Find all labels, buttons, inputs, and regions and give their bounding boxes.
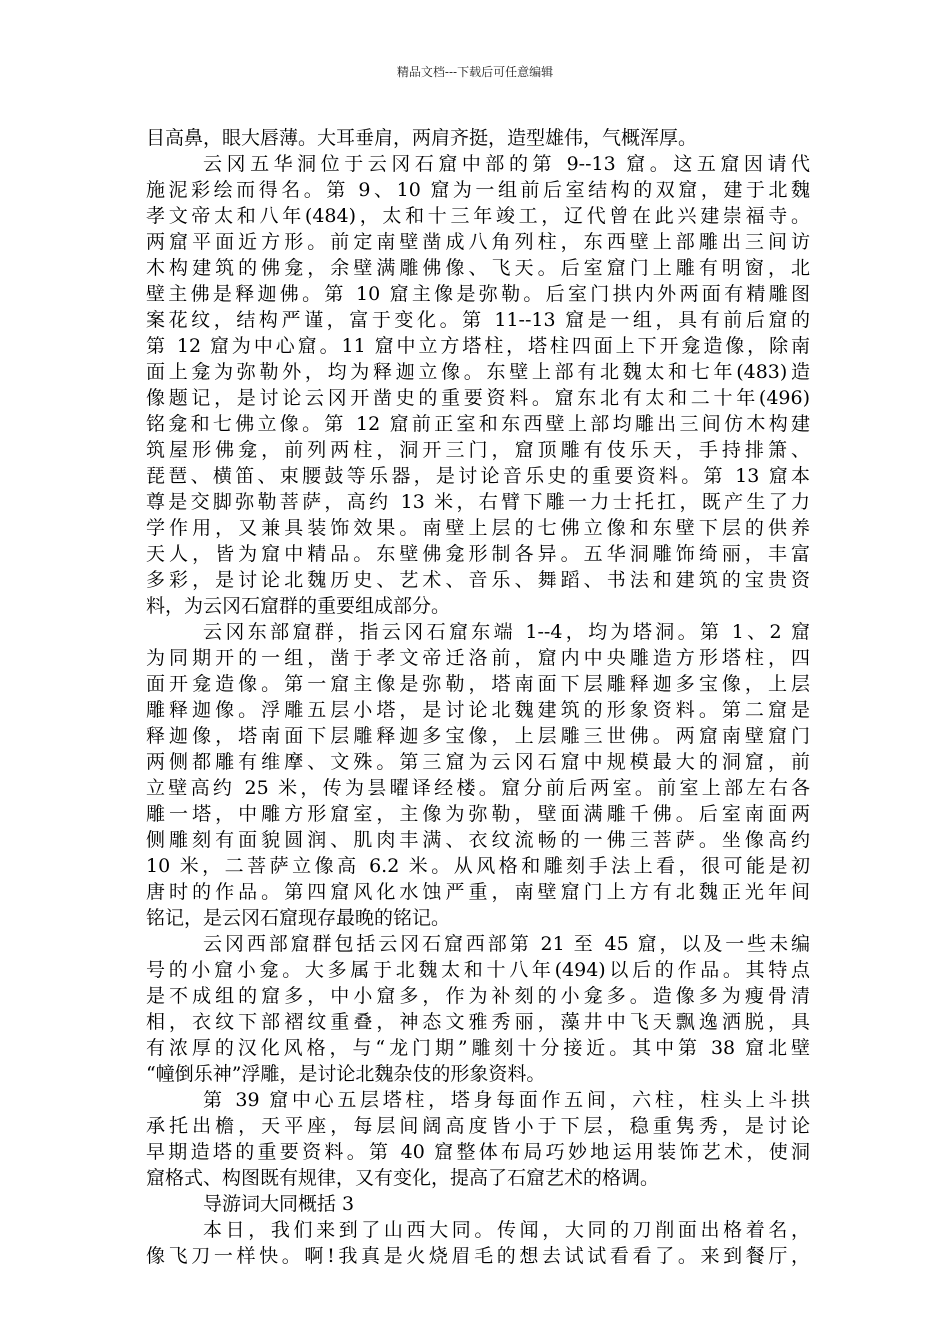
text-line: 唐时的作品。第四窟风化水蚀严重，南壁窟门上方有北魏正光年间 [146,881,810,903]
text-line: 有浓厚的汉化风格，与“龙门期”雕刻十分接近。其中第 38 窟北壁 [146,1037,810,1059]
text-line: 云冈五华洞位于云冈石窟中部的第 9--13 窟。这五窟因请代 [203,153,810,175]
text-line: 早期造塔的重要资料。第 40 窟整体布局巧妙地运用装饰艺术，使洞 [146,1141,810,1163]
text-line: 第 12 窟为中心窟。11 窟中立方塔柱，塔柱四面上下开龛造像，除南 [146,335,810,357]
text-line: 承托出檐，天平座，每层间阔高度皆小于下层，稳重隽秀，是讨论 [146,1115,810,1137]
text-line: 导游词大同概括 3 [203,1193,355,1215]
text-line: 天人，皆为窟中精品。东壁佛龛形制各异。五华洞雕饰绮丽，丰富 [146,543,810,565]
text-line: 像题记，是讨论云冈开凿史的重要资料。窟东北有太和二十年(496) [146,387,810,409]
text-line: 施泥彩绘而得名。第 9、10 窟为一组前后室结构的双窟，建于北魏 [146,179,810,201]
text-line: 云冈西部窟群包括云冈石窟西部第 21 至 45 窟，以及一些未编 [203,933,810,955]
text-line: 料，为云冈石窟群的重要组成部分。 [146,595,451,617]
text-line: 铭记，是云冈石窟现存最晚的铭记。 [146,907,451,929]
text-line: 是不成组的窟多，中小窟多，作为补刻的小龛多。造像多为瘦骨清 [146,985,810,1007]
text-line: 号的小窟小龛。大多属于北魏太和十八年(494)以后的作品。其特点 [146,959,810,981]
text-line: 面开龛造像。第一窟主像是弥勒，塔南面下层雕释迦多宝像，上层 [146,673,810,695]
text-line: 案花纹，结构严谨，富于变化。第 11--13 窟是一组，具有前后窟的 [146,309,810,331]
text-line: 云冈东部窟群，指云冈石窟东端 1--4，均为塔洞。第 1、2 窟 [203,621,810,643]
text-line: 筑屋形佛龛，前列两柱，洞开三门，窟顶雕有伎乐天，手持排箫、 [146,439,810,461]
text-line: “幢倒乐神”浮雕，是讨论北魏杂伎的形象资料。 [146,1063,546,1085]
text-line: 尊是交脚弥勒菩萨，高约 13 米，右臂下雕一力士托扛，既产生了力 [146,491,810,513]
text-line: 学作用，又兼具装饰效果。南壁上层的七佛立像和东壁下层的供养 [146,517,810,539]
text-line: 雕释迦像。浮雕五层小塔，是讨论北魏建筑的形象资料。第二窟是 [146,699,810,721]
text-line: 窟格式、构图既有规律，又有变化，提高了石窟艺术的格调。 [146,1167,660,1189]
text-line: 第 39 窟中心五层塔柱，塔身每面作五间，六柱，柱头上斗拱 [203,1089,810,1111]
text-line: 为同期开的一组，凿于孝文帝迁洛前，窟内中央雕造方形塔柱，四 [146,647,810,669]
text-line: 像飞刀一样快。啊!我真是火烧眉毛的想去试试看看了。来到餐厅， [146,1245,810,1267]
text-line: 琵琶、横笛、束腰鼓等乐器，是讨论音乐史的重要资料。第 13 窟本 [146,465,810,487]
text-line: 本日，我们来到了山西大同。传闻，大同的刀削面出格着名， [203,1219,810,1241]
text-line: 侧雕刻有面貌圆润、肌肉丰满、衣纹流畅的一佛三菩萨。坐像高约 [146,829,810,851]
text-line: 铭龛和七佛立像。第 12 窟前正室和东西壁上部均雕出三间仿木构建 [146,413,810,435]
text-line: 孝文帝太和八年(484)，太和十三年竣工，辽代曾在此兴建崇福寺。 [146,205,810,227]
document-body [146,125,810,1269]
text-line: 两窟平面近方形。前定南壁凿成八角列柱，东西壁上部雕出三间访 [146,231,810,253]
text-line: 相，衣纹下部褶纹重叠，神态文雅秀丽，藻井中飞天飘逸洒脱，具 [146,1011,810,1033]
text-line: 壁主佛是释迦佛。第 10 窟主像是弥勒。后室门拱内外两面有精雕图 [146,283,810,305]
text-line: 两侧都雕有维摩、文殊。第三窟为云冈石窟中规模最大的洞窟，前 [146,751,810,773]
text-line: 释迦像，塔南面下层雕释迦多宝像，上层雕三世佛。两窟南壁窟门 [146,725,810,747]
text-line: 立壁高约 25 米，传为昙曜译经楼。窟分前后两室。前室上部左右各 [146,777,810,799]
text-line: 多彩，是讨论北魏历史、艺术、音乐、舞蹈、书法和建筑的宝贵资 [146,569,810,591]
text-line: 目高鼻，眼大唇薄。大耳垂肩，两肩齐挺，造型雄伟，气概浑厚。 [146,127,698,149]
page-header: 精品文档---下载后可任意编辑 [396,65,554,79]
text-line: 10 米，二菩萨立像高 6.2 米。从风格和雕刻手法上看，很可能是初 [146,855,810,877]
text-line: 面上龛为弥勒外，均为释迦立像。东壁上部有北魏太和七年(483)造 [146,361,810,383]
text-line: 雕一塔，中雕方形窟室，主像为弥勒，壁面满雕千佛。后室南面两 [146,803,810,825]
text-line: 木构建筑的佛龛，余壁满雕佛像、飞天。后室窟门上雕有明窗，北 [146,257,810,279]
